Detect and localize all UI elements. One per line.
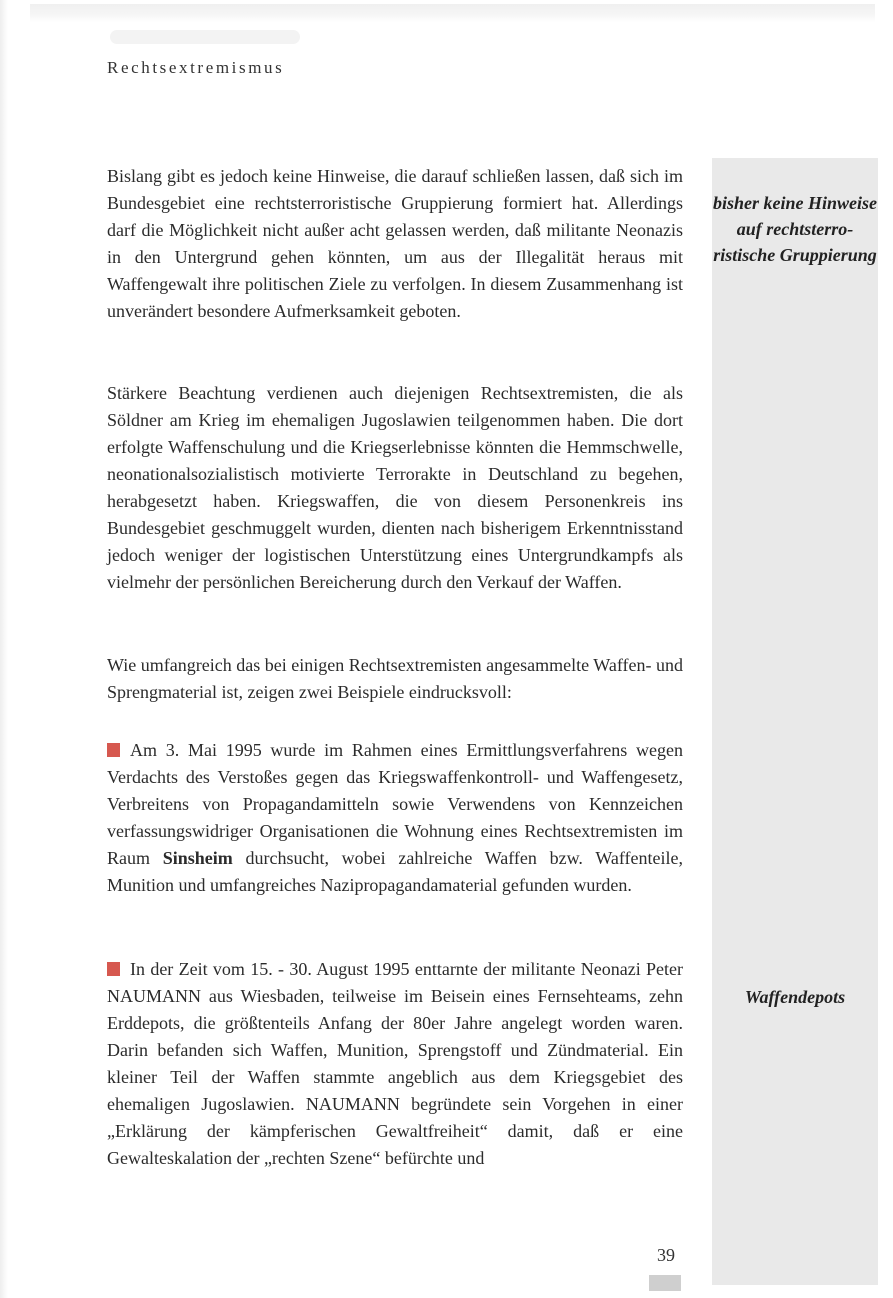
bullet-item-naumann xyxy=(107,956,683,1172)
paragraph-text: Stärkere Beachtung verdienen auch diejenigen Rechtsextremisten, die als Söldner am Krieg im ehemaligen Jugoslawien teilgenommen haben. Die dort erfolgte Waffenschulung und die Kriegserlebnisse könnten die Hemmschwelle, neonationalsozialistisch motivierte Terrorakte in Deutschland zu begehen, herabgesetzt haben. Kriegswaffen, die von diesem Personenkreis ins Bundesgebiet geschmuggelt wurden, dienten nach bisherigem Erkenntnisstand jedoch weniger der logistischen Unterstützung eines Untergrundkampfs als vielmehr der persönlichen Bereicherung durch den Verkauf der Waffen. xyxy=(107,383,683,592)
bullet-item-sinsheim xyxy=(107,737,683,899)
page-tab-marker xyxy=(649,1275,681,1291)
running-header: Rechtsextremismus xyxy=(107,58,285,77)
scan-smudge xyxy=(110,30,300,44)
bullet-square-icon xyxy=(107,962,120,976)
paragraph-text: Wie umfangreich das bei einigen Rechtsextremisten angesammelte Waffen- und Sprengmaterial ist, zeigen zwei Beispiele eindrucksvoll: xyxy=(107,655,683,702)
paragraph-hinweise xyxy=(107,163,683,325)
page-edge-shadow xyxy=(0,0,8,1298)
paragraph-text: Bislang gibt es jedoch keine Hinweise, die darauf schließen lassen, daß sich im Bundesgebiet eine rechtsterroristische Gruppierung formiert hat. Allerdings darf die Möglichkeit nicht außer acht gelassen werden, daß militante Neonazis in den Untergrund gehen könnten, um aus der Illegalität heraus mit Waffengewalt ihre politischen Ziele zu verfolgen. In diesem Zusammenhang ist unverändert besondere Aufmerksamkeit geboten. xyxy=(107,166,683,321)
margin-sidebar xyxy=(712,158,878,1285)
bullet-square-icon xyxy=(107,743,120,757)
margin-note-hinweise: bisher keine Hinweise auf rechtsterro-ristische Gruppierung xyxy=(712,193,877,265)
bullet-text-after: durchsucht, wobei zahlreiche Waffen bzw. Waffenteile, Munition und umfangreiches Nazipropagandamaterial gefunden wurden. xyxy=(107,848,683,895)
paragraph-soeldner xyxy=(107,380,683,596)
bullet-bold-place: Sinsheim xyxy=(162,848,233,868)
margin-note-waffendepots: Waffendepots xyxy=(744,987,846,1007)
paragraph-beispiele xyxy=(107,652,683,706)
page-number: 39 xyxy=(657,1245,675,1265)
bullet-text-before: Am 3. Mai 1995 wurde im Rahmen eines Ermittlungsverfahrens wegen Verdachts des Verstoßes gegen das Kriegswaffenkontroll- und Waffengesetz, Verbreitens von Propagandamitteln sowie Verwendens von Kennzeichen verfassungswidriger Organisationen die Wohnung eines Rechtsextremisten im Raum xyxy=(107,740,683,868)
scan-top-band xyxy=(30,4,875,22)
bullet-text: In der Zeit vom 15. - 30. August 1995 enttarnte der militante Neonazi Peter NAUMANN aus Wiesbaden, teilweise im Beisein eines Fernsehteams, zehn Erddepots, die größtenteils Anfang der 80er Jahre angelegt worden waren. Darin befanden sich Waffen, Munition, Sprengstoff und Zündmaterial. Ein kleiner Teil der Waffen stammte angeblich aus dem Kriegsgebiet des ehemaligen Jugoslawien. NAUMANN begründete sein Vorgehen in einer „Erklärung der kämpferischen Gewaltfreiheit“ damit, daß er eine Gewalteskalation der „rechten Szene“ befürchte und xyxy=(107,959,683,1168)
